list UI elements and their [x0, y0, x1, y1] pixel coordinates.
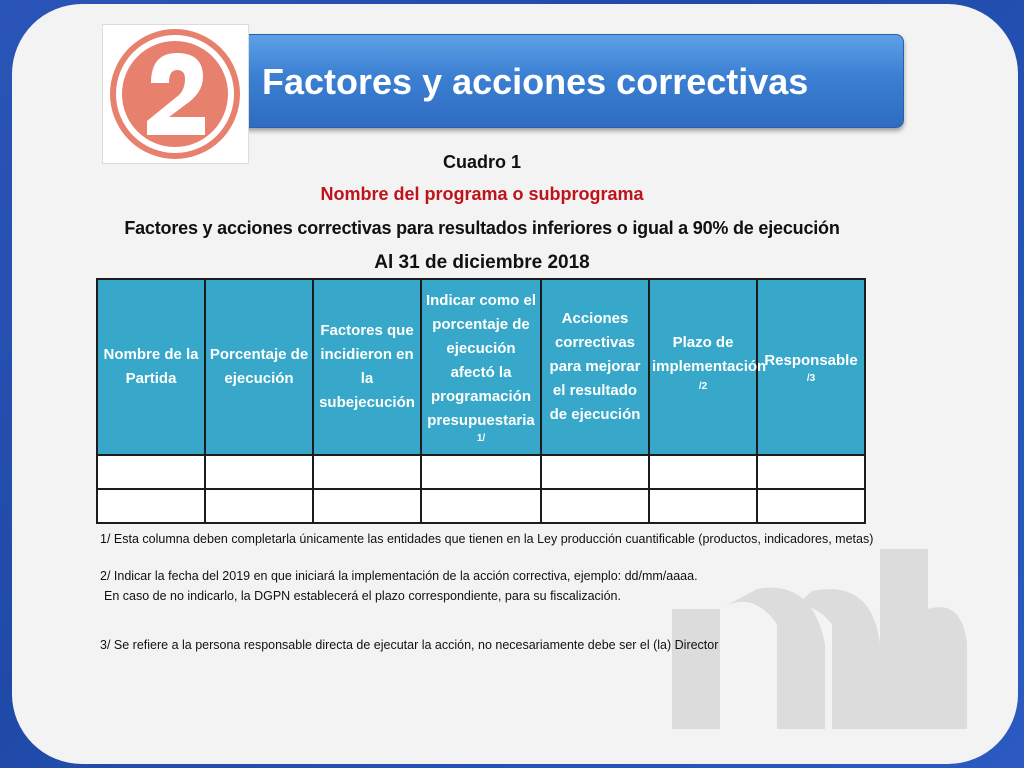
footnote-1: 1/ Esta columna deben completarla únicamente las entidades que tienen en la Ley producción cuantificable (productos, indicadores, metas) — [100, 532, 874, 546]
column-header-acciones: Acciones correctivas para mejorar el resultado de ejecución — [541, 279, 649, 455]
table-cell[interactable] — [313, 489, 421, 523]
footnote-2-continued: En caso de no indicarlo, la DGPN establecerá el plazo correspondiente, para su fiscalización. — [104, 589, 621, 603]
logo — [102, 24, 249, 164]
table-cell[interactable] — [97, 455, 205, 489]
table-row — [97, 455, 865, 489]
table-cell[interactable] — [649, 489, 757, 523]
table-cell[interactable] — [757, 455, 865, 489]
table-cell[interactable] — [757, 489, 865, 523]
table-cell[interactable] — [421, 455, 541, 489]
table-cell[interactable] — [541, 489, 649, 523]
footnote-ref-2: /2 — [698, 381, 708, 392]
footnote-ref-1: 1/ — [476, 433, 486, 444]
subtitle-heading: Factores y acciones correctivas para resultados inferiores o igual a 90% de ejecución — [124, 218, 840, 238]
column-header-porcentaje: Porcentaje de ejecución — [205, 279, 313, 455]
footnote-ref-3: /3 — [806, 373, 816, 384]
table-row — [97, 489, 865, 523]
column-header-factores: Factores que incidieron en la subejecución — [313, 279, 421, 455]
table-cell[interactable] — [421, 489, 541, 523]
footnote-2: 2/ Indicar la fecha del 2019 en que iniciará la implementación de la acción correctiva, ejemplo: dd/mm/aaaa. — [100, 569, 698, 583]
column-header-responsable: Responsable /3 — [757, 279, 865, 455]
table-cell[interactable] — [541, 455, 649, 489]
column-header-plazo: Plazo de implementación $^{/2}$ — [649, 279, 757, 455]
table-cell[interactable] — [649, 455, 757, 489]
column-header-partida: Nombre de la Partida — [97, 279, 205, 455]
table-cell[interactable] — [97, 489, 205, 523]
table-cell[interactable] — [205, 489, 313, 523]
table-cell[interactable] — [205, 455, 313, 489]
corrective-actions-table — [96, 278, 866, 524]
number-2-badge-icon — [103, 25, 248, 163]
date-heading: Al 31 de diciembre 2018 — [374, 252, 590, 273]
cuadro-heading: Cuadro 1 — [442, 152, 521, 172]
column-header-indicar: Indicar como el porcentaje de ejecución afectó la programación presupuestaria 1/ — [421, 279, 541, 455]
slide — [12, 4, 1018, 764]
table-cell[interactable] — [313, 455, 421, 489]
program-heading: Nombre del programa o subprograma — [320, 184, 644, 204]
table-header-row — [97, 279, 865, 455]
page-title: Factores y acciones correctivas — [262, 61, 809, 102]
footnote-3: 3/ Se refiere a la persona responsable directa de ejecutar la acción, no necesariamente debe ser el (la) Director — [100, 638, 719, 652]
